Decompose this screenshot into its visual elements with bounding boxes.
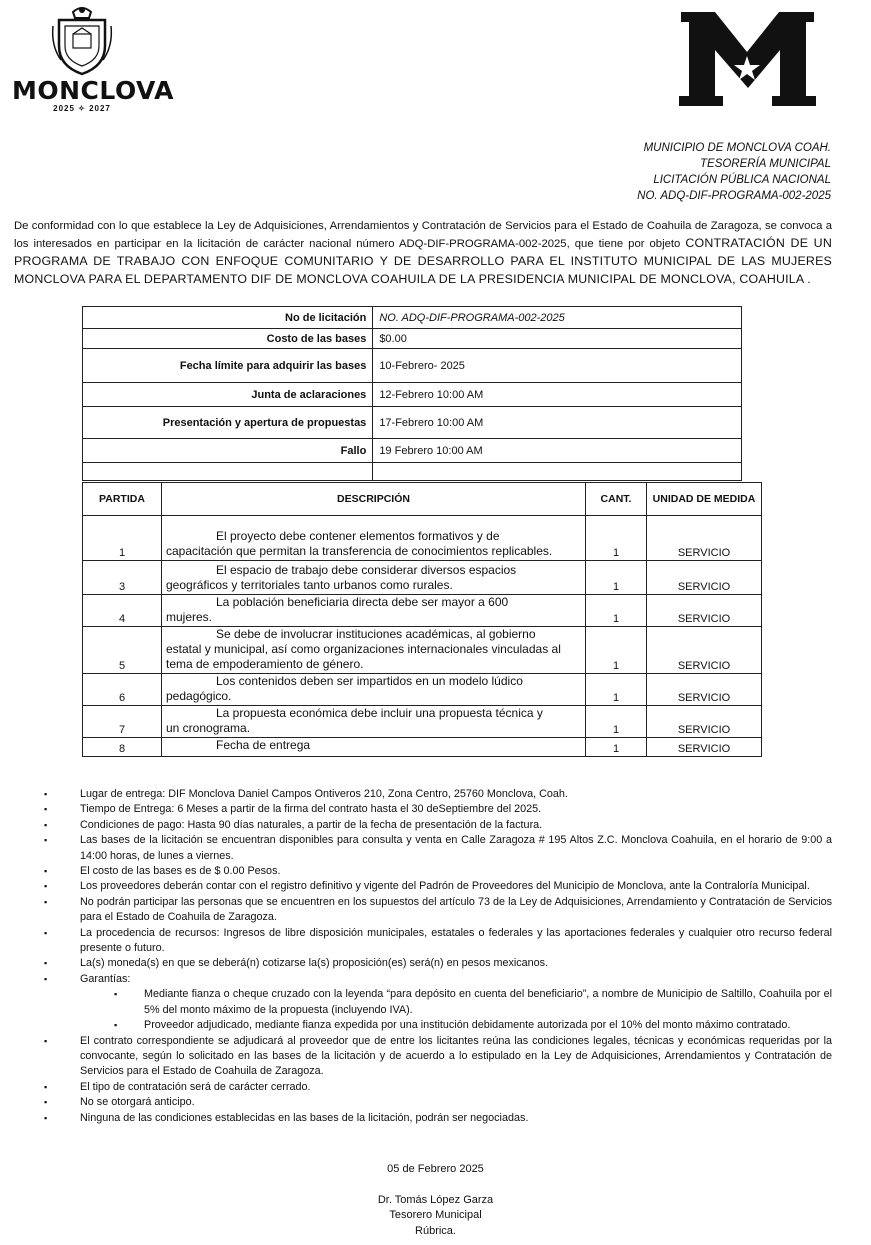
table-row (83, 738, 762, 757)
list-item-text: La procedencia de recursos: Ingresos de libre disposición municipales, estatales o federales y las aportaciones federales y cualquier otro recurso federal presente o futuro. (80, 926, 832, 955)
info-row (83, 329, 742, 349)
item-cant: 1 (586, 706, 647, 738)
bullet-icon: ▪ (44, 866, 48, 877)
info-value (373, 463, 742, 481)
list-item (40, 787, 832, 802)
table-row (83, 595, 762, 627)
table-row (83, 561, 762, 595)
info-label: Presentación y apertura de propuestas (83, 407, 373, 439)
info-label: Fallo (83, 439, 373, 463)
info-row (83, 307, 742, 329)
bullet-icon: ▪ (44, 1081, 48, 1092)
list-item (40, 879, 832, 894)
info-value: 10-Febrero- 2025 (373, 349, 742, 383)
list-item (40, 833, 832, 864)
item-desc-rest: geográficos y territoriales tanto urbanos como rurales. (166, 578, 453, 592)
list-item-text: No podrán participar las personas que se encuentren en los supuestos del artículo 73 de la Ley de Adquisiciones, Arrendamiento y Contratación de Servicios para el Estado de Coahuila de Zaragoza. (80, 895, 832, 924)
item-partida: 7 (83, 706, 162, 738)
m-star-logo-icon (675, 8, 820, 108)
info-label: No de licitación (83, 307, 373, 329)
brand-name: MONCLOVA (12, 76, 175, 105)
item-desc-first: El proyecto debe contener elementos formativos y de (216, 529, 500, 543)
list-item (40, 1034, 832, 1080)
list-item (40, 1080, 832, 1095)
col-unidad: UNIDAD DE MEDIDA (647, 483, 762, 516)
document-date: 05 de Febrero 2025 (387, 1163, 484, 1175)
bullet-icon: ▪ (44, 881, 48, 892)
bullet-icon: ▪ (44, 789, 48, 799)
item-desc-rest: capacitación que permitan la transferencia de conocimientos replicables. (166, 544, 553, 558)
intro-text: De conformidad con lo que establece la Ley de Adquisiciones, Arrendamientos y Contratación de Servicios para el Estado de Coahuila de Zaragoza, se convoca a los interesados en participar en la licitación de carácter nacional número ADQ-DIF-PROGRAMA-002-2025, que tiene por objeto (14, 220, 832, 250)
signer-title: Tesorero Municipal (389, 1209, 482, 1221)
bid-info-table (82, 306, 742, 481)
table-row (83, 516, 762, 561)
items-header-row (83, 483, 762, 516)
item-description (162, 561, 586, 595)
header-block (637, 140, 831, 204)
table-row (83, 674, 762, 706)
bullet-icon: ▪ (44, 1112, 48, 1123)
info-label (83, 463, 373, 481)
item-partida: 8 (83, 738, 162, 757)
list-item (80, 987, 832, 1018)
item-desc-rest: estatal y municipal, así como organizaciones internacionales vinculadas al tema de empoderamiento de género. (166, 642, 561, 671)
info-row (83, 349, 742, 383)
header-line: NO. ADQ-DIF-PROGRAMA-002-2025 (637, 190, 831, 202)
list-item-text: El costo de las bases es de $ 0.00 Pesos. (80, 865, 281, 878)
list-item (40, 956, 832, 971)
list-item (40, 818, 832, 833)
monclova-logo (12, 4, 175, 113)
item-cant: 1 (586, 595, 647, 627)
item-partida: 3 (83, 561, 162, 595)
list-item (80, 1018, 832, 1033)
item-partida: 6 (83, 674, 162, 706)
item-desc-first: La población beneficiaria directa debe ser mayor a 600 (216, 595, 509, 609)
list-item-text: El tipo de contratación será de carácter cerrado. (80, 1080, 311, 1093)
item-partida: 5 (83, 627, 162, 674)
list-item-text: La(s) moneda(s) en que se deberá(n) cotizarse la(s) proposición(es) será(n) en pesos mexicanos. (80, 957, 549, 970)
bullet-icon: ▪ (44, 1097, 48, 1108)
item-cant: 1 (586, 738, 647, 757)
item-desc-first: El espacio de trabajo debe considerar diversos espacios (216, 563, 517, 577)
info-value: NO. ADQ-DIF-PROGRAMA-002-2025 (373, 307, 742, 329)
item-desc-rest: un cronograma. (166, 721, 251, 735)
list-item-text: El contrato correspondiente se adjudicará al proveedor que de entre los licitantes reúna las condiciones legales, técnicas y económicas requeridas por la convocante, según lo solicitado en las bases de la licitación y de acuerdo a lo estipulado en la Ley de Adquisiciones, Arrendamientos y Contratación de Servicios para el Estado de Coahuila de Zaragoza. (80, 1034, 832, 1078)
bullet-icon: ▪ (44, 973, 48, 984)
list-item-text: Ninguna de las condiciones establecidas en las bases de la licitación, podrán ser negociadas. (80, 1111, 529, 1124)
bullet-icon: ▪ (44, 819, 48, 830)
info-label: Fecha límite para adquirir las bases (83, 349, 373, 383)
list-item-text: Las bases de la licitación se encuentran disponibles para consulta y venta en Calle Zaragoza # 195 Altos Z.C. Monclova Coahuila, en el horario de 9:00 a 14:00 horas, de lunes a viernes. (80, 834, 832, 862)
list-item-text: Condiciones de pago: Hasta 90 días naturales, a partir de la fecha de presentación de la factura. (80, 818, 543, 831)
col-descripcion: DESCRIPCIÓN (162, 483, 586, 516)
info-label: Costo de las bases (83, 329, 373, 349)
header-line: TESORERÍA MUNICIPAL (700, 158, 831, 170)
header-line: LICITACIÓN PÚBLICA NACIONAL (653, 174, 831, 186)
list-item (40, 926, 832, 957)
info-row (83, 407, 742, 439)
item-description (162, 706, 586, 738)
col-partida: PARTIDA (83, 483, 162, 516)
info-value: 12-Febrero 10:00 AM (373, 383, 742, 407)
item-desc-rest: pedagógico. (166, 689, 232, 703)
bullet-icon: ▪ (44, 804, 48, 815)
bullet-icon: ▪ (44, 927, 48, 938)
item-description (162, 627, 586, 674)
col-cant: CANT. (586, 483, 647, 516)
item-unidad: SERVICIO (647, 561, 762, 595)
bullet-icon: ▪ (44, 896, 48, 907)
info-value: $0.00 (373, 329, 742, 349)
list-item (40, 864, 832, 879)
item-desc-first: Se debe de involucrar instituciones académicas, al gobierno (216, 627, 536, 641)
coat-of-arms-icon (51, 4, 113, 76)
brand-years: 2025 ✧ 2027 (53, 104, 111, 113)
bullet-icon: ▪ (44, 1035, 48, 1046)
list-item-text: Mediante fianza o cheque cruzado con la leyenda “para depósito en cuenta del beneficiario”, a nombre de Municipio de Saltillo, Coahuila por el 5% del monto máximo de la propuesta (incluyendo IVA). (144, 988, 832, 1016)
info-row (83, 439, 742, 463)
list-item-text: Proveedor adjudicado, mediante fianza expedida por una institución debidamente autorizada por el 10% del monto máximo contratado. (144, 1019, 791, 1032)
item-cant: 1 (586, 627, 647, 674)
item-description (162, 738, 586, 757)
guarantees-list (80, 987, 832, 1033)
list-item (40, 802, 832, 817)
list-item-text: Lugar de entrega: DIF Monclova Daniel Campos Ontiveros 210, Zona Centro, 25760 Monclova, Coah. (80, 788, 568, 800)
bullet-icon: ▪ (114, 1020, 118, 1031)
item-description (162, 595, 586, 627)
info-value: 17-Febrero 10:00 AM (373, 407, 742, 439)
item-unidad: SERVICIO (647, 674, 762, 706)
item-description (162, 674, 586, 706)
item-partida: 1 (83, 516, 162, 561)
item-desc-first: Fecha de entrega (216, 738, 311, 752)
signature-note: Rúbrica. (415, 1224, 456, 1237)
bullet-icon: ▪ (44, 835, 48, 846)
table-row (83, 627, 762, 674)
item-cant: 1 (586, 674, 647, 706)
item-desc-first: Los contenidos deben ser impartidos en un modelo lúdico (216, 674, 523, 688)
bullet-icon: ▪ (114, 989, 118, 1000)
item-unidad: SERVICIO (647, 595, 762, 627)
info-row (83, 383, 742, 407)
intro-paragraph (14, 218, 832, 289)
list-item (40, 972, 832, 1034)
table-row (83, 706, 762, 738)
items-table (82, 482, 762, 757)
info-row (83, 463, 742, 481)
list-item-text: No se otorgará anticipo. (80, 1096, 195, 1109)
item-cant: 1 (586, 561, 647, 595)
intro-object: CONTRATACIÓN DE UN PROGRAMA DE TRABAJO CON ENFOQUE COMUNITARIO Y DE DESARROLLO PARA EL INSTITUTO MUNICIPAL DE LAS MUJERES MONCLOVA PARA EL DEPARTAMENTO DIF DE MONCLOVA COAHUILA DE LA PRESIDENCIA MUNICIPAL DE MONCLOVA, COAHUILA . (14, 236, 832, 286)
item-description (162, 516, 586, 561)
list-item (40, 1111, 832, 1126)
item-desc-rest: mujeres. (166, 610, 213, 624)
list-item (40, 895, 832, 926)
list-item-text: Tiempo de Entrega: 6 Meses a partir de la firma del contrato hasta el 30 deSeptiembre del 2025. (80, 803, 542, 816)
list-item-text: Los proveedores deberán contar con el registro definitivo y vigente del Padrón de Proveedores del Municipio de Monclova, ante la Contraloría Municipal. (80, 880, 810, 893)
info-value: 19 Febrero 10:00 AM (373, 439, 742, 463)
item-unidad: SERVICIO (647, 738, 762, 757)
item-partida: 4 (83, 595, 162, 627)
item-cant: 1 (586, 516, 647, 561)
conditions-list (40, 787, 832, 1126)
signer-name: Dr. Tomás López Garza (377, 1193, 494, 1206)
info-label: Junta de aclaraciones (83, 383, 373, 407)
header-line: MUNICIPIO DE MONCLOVA COAH. (643, 142, 831, 154)
list-item (40, 1095, 832, 1110)
bullet-icon: ▪ (44, 958, 48, 969)
item-unidad: SERVICIO (647, 627, 762, 674)
item-desc-first: La propuesta económica debe incluir una propuesta técnica y (216, 706, 543, 720)
list-item-text: Garantías: (80, 972, 131, 985)
item-unidad: SERVICIO (647, 516, 762, 561)
item-unidad: SERVICIO (647, 706, 762, 738)
signature-block (0, 1162, 871, 1239)
